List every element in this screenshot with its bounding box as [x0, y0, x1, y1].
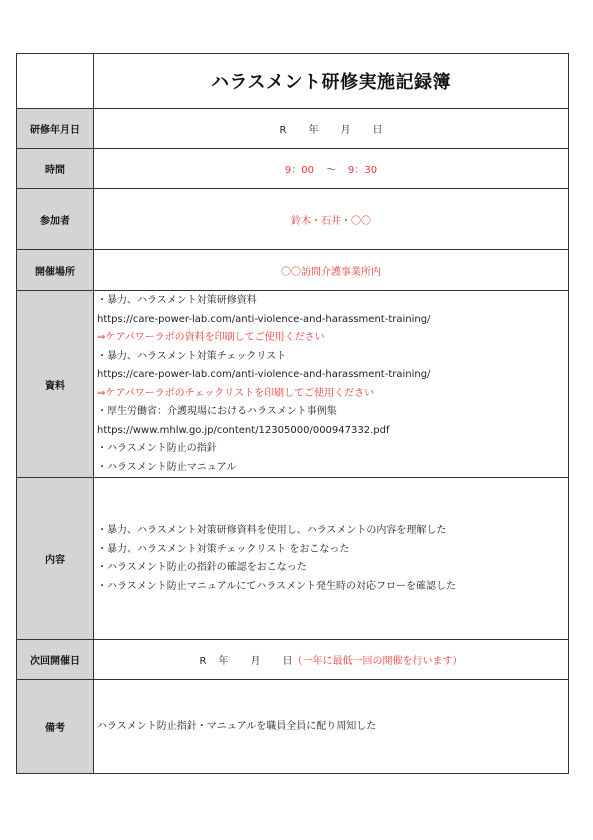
next-year: 年 [218, 656, 229, 667]
participants-value: 鈴木・石井・〇〇 [94, 189, 569, 250]
materials-line: https://www.mhlw.go.jp/content/12305000/000947332.pdf [97, 424, 390, 436]
content-row [17, 478, 569, 640]
training-record-table [16, 53, 569, 774]
next-era: R [199, 656, 207, 667]
time-value [94, 149, 569, 189]
materials-label: 資料 [17, 291, 94, 478]
content-line: ・暴力、ハラスメント対策チェックリスト をおこなった [97, 543, 350, 555]
content-list [94, 521, 568, 596]
title-label-cell [17, 54, 94, 109]
next-date-row [17, 640, 569, 680]
next-day: 日 [282, 656, 293, 667]
next-date-label: 次回開催日 [17, 640, 94, 680]
content-line: ・ハラスメント防止の指針の確認をおこなった [97, 562, 307, 573]
materials-value [94, 291, 569, 478]
venue-value: 〇〇訪問介護事業所内 [94, 250, 569, 291]
materials-line: ・厚生労働省：介護現場におけるハラスメント事例集 [97, 406, 337, 417]
remarks-row [17, 680, 569, 774]
remarks-value [94, 680, 569, 774]
next-note: （一年に最低一回の開催を行います） [292, 656, 463, 667]
remarks-label: 備考 [17, 680, 94, 774]
next-month: 月 [250, 656, 261, 667]
materials-line: https://care-power-lab.com/anti-violence-and-harassment-training/ [97, 369, 431, 380]
materials-line: ・ハラスメント防止マニュアル [97, 461, 237, 473]
venue-label: 開催場所 [17, 250, 94, 291]
participants-label: 参加者 [17, 189, 94, 250]
materials-line: ・ハラスメント防止の指針 [97, 443, 217, 454]
content-line: ・ハラスメント防止マニュアルにてハラスメント発生時の対応フローを確認した [97, 580, 456, 592]
materials-line: ⇒ケアパワーラボの資料を印刷してご使用ください [97, 332, 325, 343]
date-row [17, 109, 569, 149]
participants-row [17, 189, 569, 250]
time-start: 9：00 [284, 165, 314, 176]
venue-row [17, 250, 569, 291]
time-separator: 〜 [326, 165, 336, 176]
remarks-text: ハラスメント防止指針・マニュアルを職員全員に配り周知した [97, 720, 377, 732]
date-label: 研修年月日 [17, 109, 94, 149]
content-line: ・暴力、ハラスメント対策研修資料を使用し、ハラスメントの内容を理解した [97, 525, 447, 536]
materials-line: https://care-power-lab.com/anti-violence-and-harassment-training/ [97, 313, 431, 325]
time-end: 9：30 [348, 165, 378, 176]
materials-list [94, 291, 568, 477]
time-row [17, 149, 569, 189]
materials-line: ⇒ケアパワーラボのチェックリストを印刷してご使用ください [97, 387, 375, 399]
content-label: 内容 [17, 478, 94, 640]
title-row [17, 54, 569, 109]
document-title: ハラスメント研修実施記録簿 [94, 54, 569, 109]
date-value [94, 109, 569, 149]
date-day: 日 [372, 125, 383, 136]
materials-row [17, 291, 569, 478]
date-month: 月 [340, 125, 351, 136]
date-year: 年 [308, 125, 319, 136]
next-date-value [94, 640, 569, 680]
materials-line: ・暴力、ハラスメント対策チェックリスト [97, 350, 287, 362]
date-era: R [279, 125, 287, 136]
materials-line: ・暴力、ハラスメント対策研修資料 [97, 295, 257, 306]
content-value [94, 478, 569, 640]
time-label: 時間 [17, 149, 94, 189]
